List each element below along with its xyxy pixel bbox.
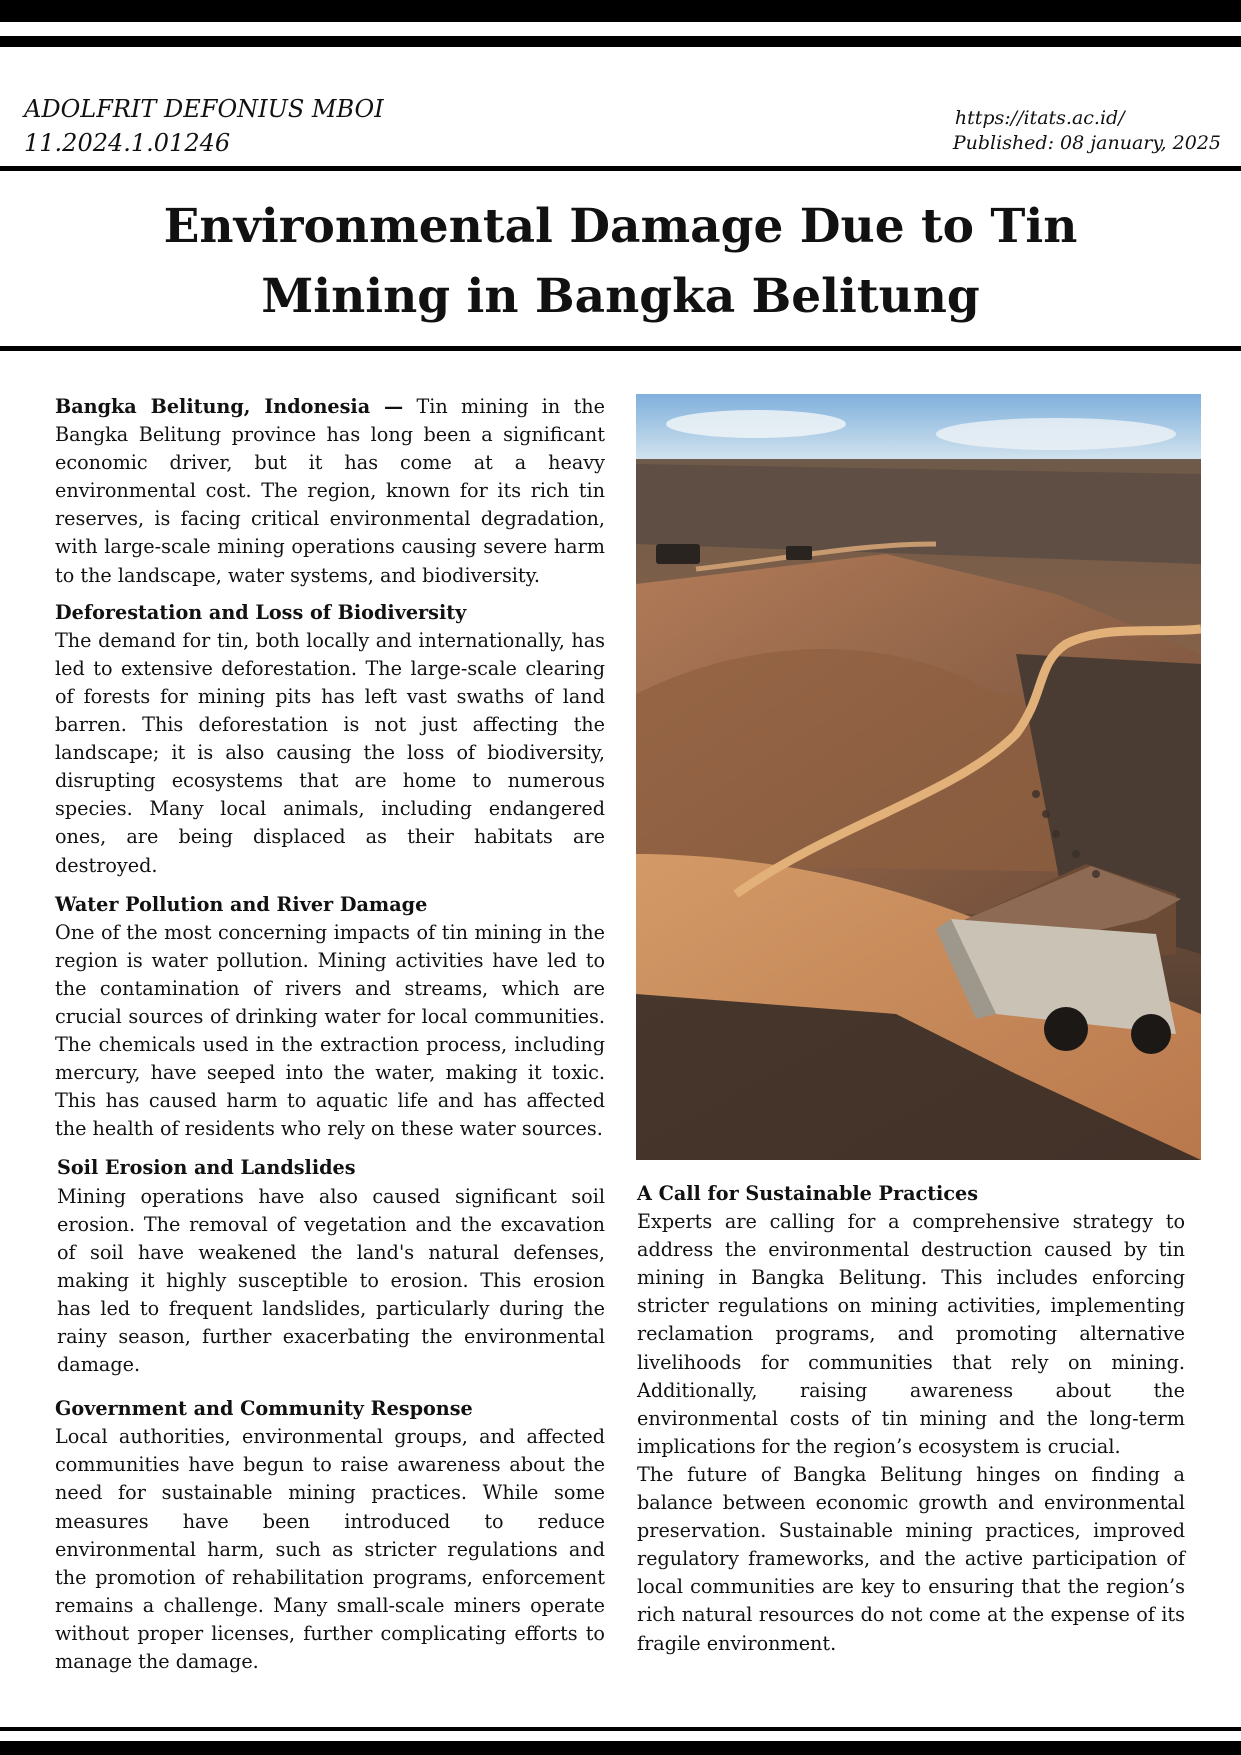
right-column (637, 1180, 1185, 1658)
headline (0, 192, 1241, 332)
soil-body: Mining operations have also caused significant soil erosion. The removal of vegetation and the excavation of soil have weakened the land's natural defenses, making it highly susceptible to erosion. This erosion has led to frequent landslides, particularly during the rainy season, further exacerbating the environmental damage. (57, 1184, 605, 1377)
top-rule-thin (0, 36, 1241, 47)
water-heading: Water Pollution and River Damage (55, 892, 428, 916)
student-id: 11.2024.1.01246 (24, 129, 231, 157)
byline (24, 92, 384, 160)
author-name: ADOLFRIT DEFONIUS MBOI (24, 95, 384, 123)
sustainable-heading: A Call for Sustainable Practices (637, 1182, 979, 1205)
published-date: Published: 08 january, 2025 (952, 132, 1221, 154)
mining-photo (636, 394, 1201, 1160)
headline-line-2: Mining in Bangka Belitung (261, 269, 980, 324)
lead-paragraph (55, 393, 605, 590)
deforestation-body: The demand for tin, both locally and internationally, has led to extensive deforestation. The large-scale clearing of forests for mining pits has left vast swaths of land barren. This deforestation is not just affecting the landscape; it is also causing the loss of biodiversity, disrupting ecosystems that are home to numerous species. Many local animals, including endangered ones, are being displaced as their habitats are destroyed. (55, 628, 605, 877)
sustainable-body-1: Experts are calling for a comprehensive strategy to address the environmental destruction caused by tin mining in Bangka Belitung. This includes enforcing stricter regulations on mining activities, implementing reclamation programs, and promoting alternative livelihoods for communities that rely on mining. Additionally, raising awareness about the environmental costs of tin mining and the long-term implications for the region’s ecosystem is crucial. (637, 1210, 1185, 1458)
left-column (55, 393, 605, 1676)
lead-text: Tin mining in the Bangka Belitung province has long been a significant economic driver, but it has come at a heavy environmental cost. The region, known for its rich tin reserves, is facing critical environmental degradation, with large-scale mining operations causing severe harm to the landscape, water systems, and biodiversity. (55, 395, 605, 587)
deforestation-heading: Deforestation and Loss of Biodiversity (55, 600, 467, 624)
government-body: Local authorities, environmental groups, and affected communities have begun to raise awareness about the need for sustainable mining practices. While some measures have been introduced to reduce environmental harm, such as stricter regulations and the promotion of rehabilitation programs, enforcement remains a challenge. Many small-scale miners operate without proper licenses, further complicating efforts to manage the damage. (55, 1425, 605, 1674)
headline-rule (0, 346, 1241, 351)
publication-info (953, 106, 1221, 156)
sustainable-body-2: The future of Bangka Belitung hinges on finding a balance between economic growth and environmental preservation. Sustainable mining practices, improved regulatory frameworks, and the active participation of local communities are key to ensuring that the region’s rich natural resources do not come at the expense of its fragile environment. (637, 1462, 1185, 1655)
bottom-rule-thin (0, 1727, 1241, 1731)
water-body: One of the most concerning impacts of tin mining in the region is water pollution. Mining activities have led to the contamination of rivers and streams, which are crucial sources of drinking water for local communities. The chemicals used in the extraction process, including mercury, have seeped into the water, making it toxic. This has caused harm to aquatic life and has affected the health of residents who rely on these water sources. (55, 920, 605, 1141)
government-heading: Government and Community Response (55, 1397, 473, 1421)
headline-line-1: Environmental Damage Due to Tin (163, 199, 1078, 254)
source-url[interactable]: https://itats.ac.id/ (954, 107, 1125, 129)
header-rule (0, 166, 1241, 171)
dateline: Bangka Belitung, Indonesia — (55, 395, 404, 418)
bottom-rule-thick (0, 1741, 1241, 1755)
open-pit-mine-image (636, 394, 1201, 1160)
top-rule-thick (0, 0, 1241, 22)
soil-heading: Soil Erosion and Landslides (57, 1156, 356, 1180)
